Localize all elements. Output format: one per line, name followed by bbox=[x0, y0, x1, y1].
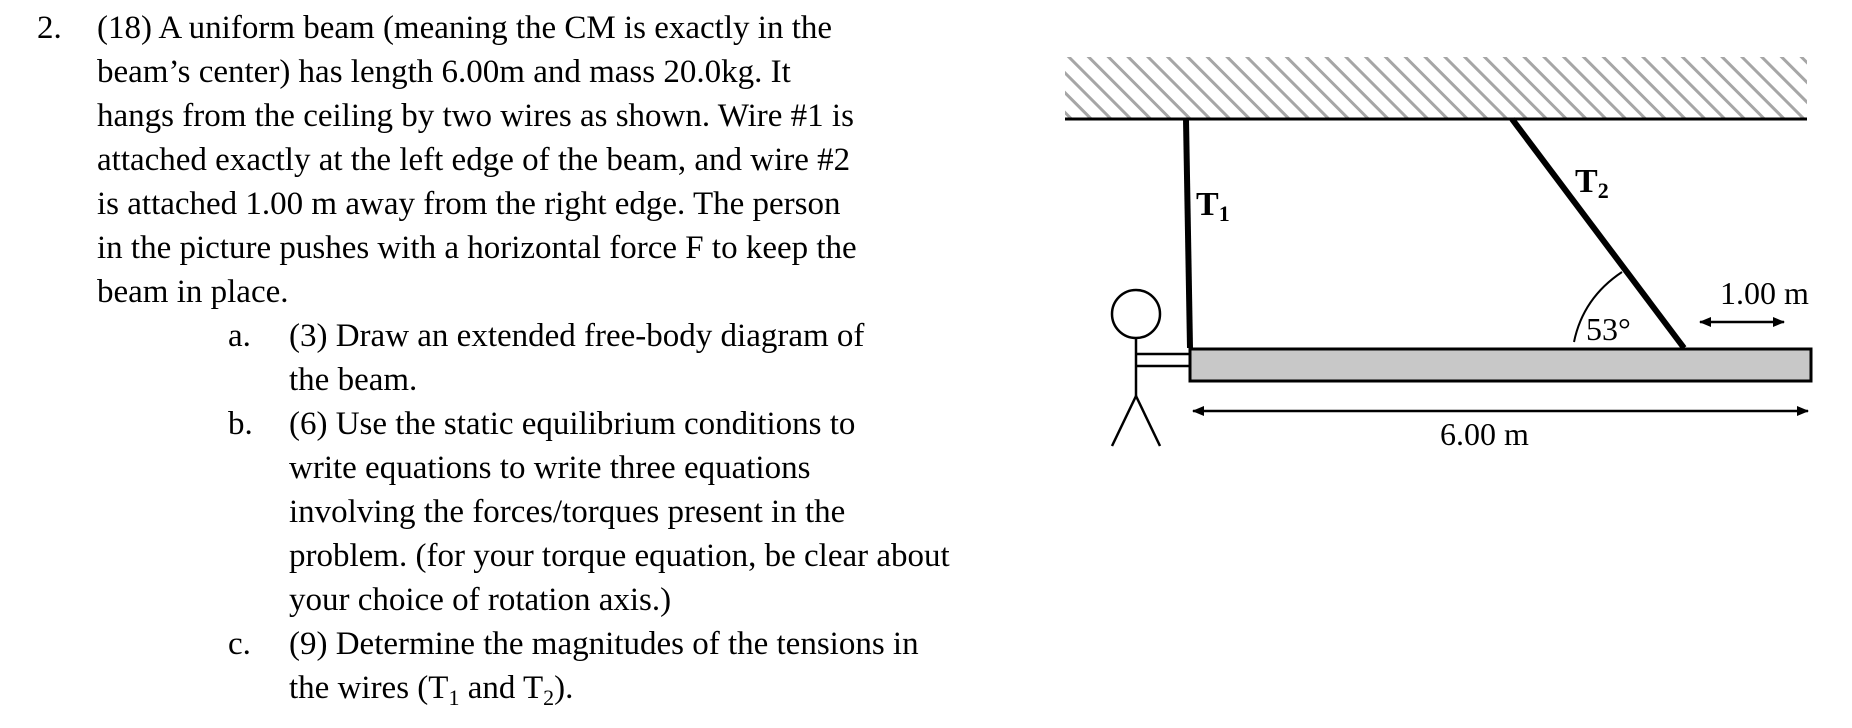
beam bbox=[1190, 349, 1811, 381]
t2-label: T2 bbox=[1575, 163, 1609, 203]
problem-line: hangs from the ceiling by two wires as shown. Wire #1 is bbox=[97, 98, 854, 134]
part-a-line: the beam. bbox=[289, 362, 418, 398]
angle-label: 53° bbox=[1586, 311, 1631, 347]
part-a-letter: a. bbox=[228, 318, 251, 354]
problem-line: beam in place. bbox=[97, 274, 289, 310]
t2-subscript: 2 bbox=[543, 685, 555, 710]
problem-line: is attached 1.00 m away from the right edge. The person bbox=[97, 186, 841, 222]
problem-line: beam’s center) has length 6.00m and mass 20.0kg. It bbox=[97, 54, 791, 90]
part-b-line: involving the forces/torques present in the bbox=[289, 494, 846, 530]
part-c-line: (9) Determine the magnitudes of the tensions in bbox=[289, 626, 919, 662]
problem-line: attached exactly at the left edge of the beam, and wire #2 bbox=[97, 142, 851, 178]
part-b-letter: b. bbox=[228, 406, 253, 442]
t1-label: T1 bbox=[1196, 186, 1230, 226]
person-leg-right bbox=[1136, 396, 1160, 446]
problem-line: (18) A uniform beam (meaning the CM is exactly in the bbox=[97, 10, 833, 46]
part-b-line: (6) Use the static equilibrium conditions to bbox=[289, 406, 856, 442]
person-head bbox=[1112, 290, 1160, 338]
problem-number: 2. bbox=[37, 10, 62, 46]
part-b-line: problem. (for your torque equation, be clear about bbox=[289, 538, 950, 574]
person-figure bbox=[1112, 290, 1189, 446]
t1-subscript: 1 bbox=[448, 685, 460, 710]
part-b-line: your choice of rotation axis.) bbox=[289, 582, 672, 618]
distance-label: 1.00 m bbox=[1720, 275, 1809, 311]
part-c-letter: c. bbox=[228, 626, 251, 662]
part-c-text: the wires (T bbox=[289, 670, 449, 706]
part-c-text: ). bbox=[554, 670, 574, 706]
length-label: 6.00 m bbox=[1440, 416, 1529, 452]
part-b-line: write equations to write three equations bbox=[289, 450, 811, 486]
wire-1 bbox=[1186, 119, 1190, 348]
part-c-text: and T bbox=[459, 670, 544, 706]
person-leg-left bbox=[1112, 396, 1136, 446]
ceiling-hatch bbox=[1065, 57, 1807, 119]
problem-line: in the picture pushes with a horizontal force F to keep the bbox=[97, 230, 857, 266]
part-a-line: (3) Draw an extended free-body diagram of bbox=[289, 318, 865, 354]
